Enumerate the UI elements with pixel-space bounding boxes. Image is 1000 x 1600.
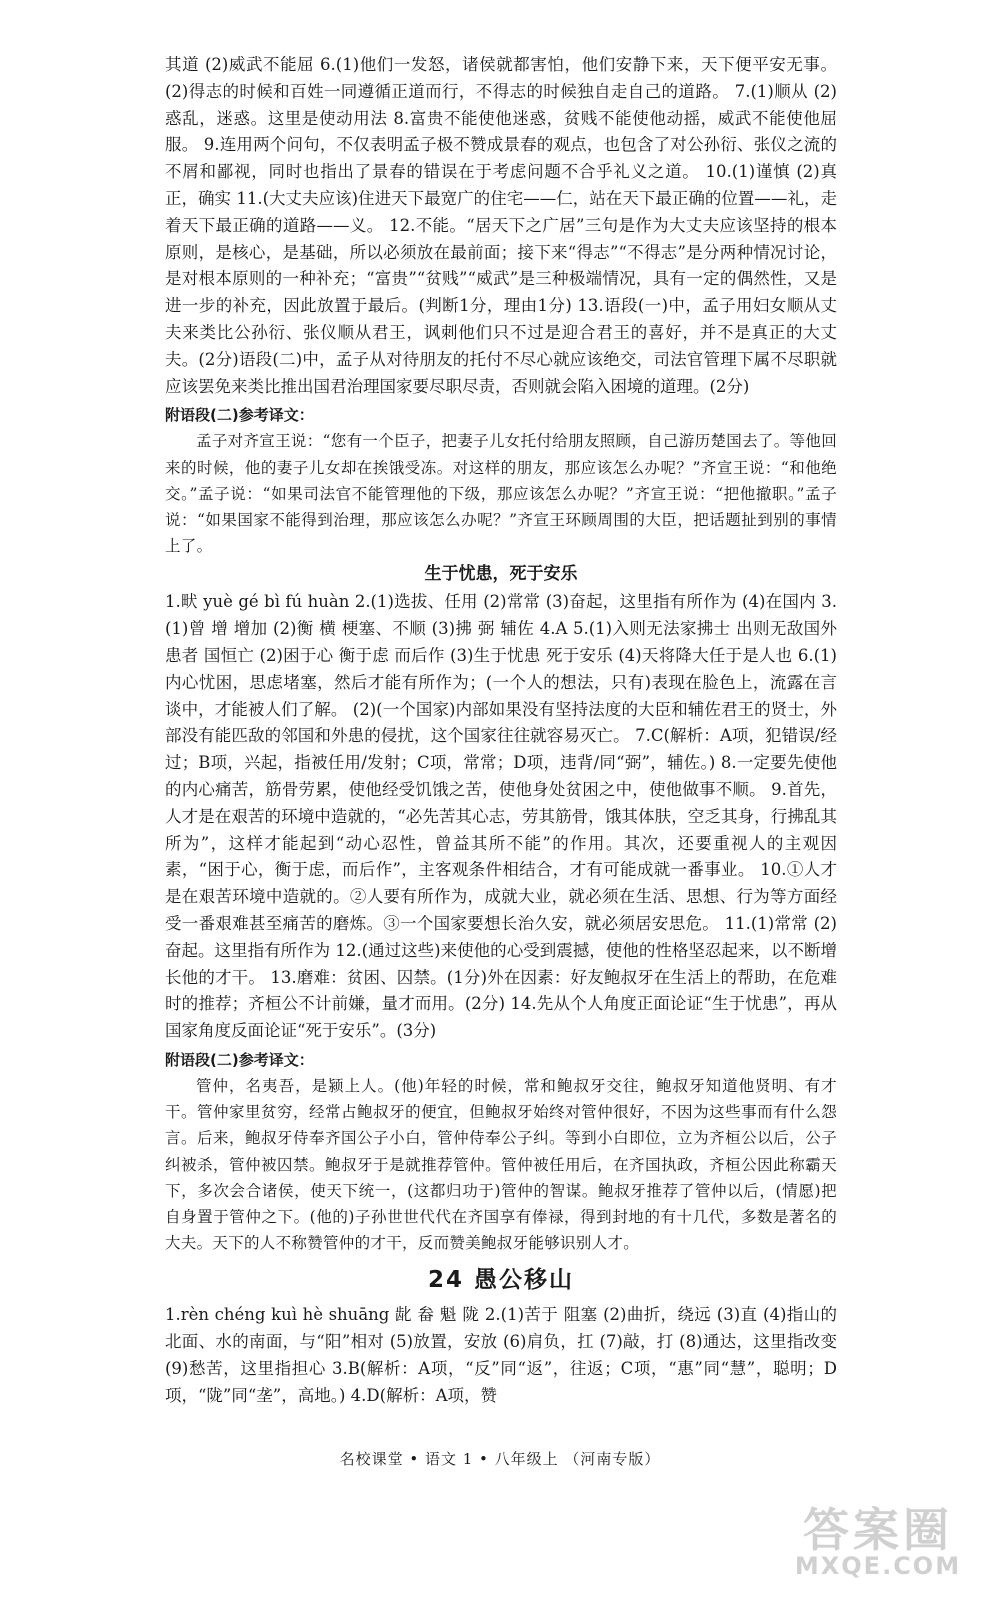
section-label-2: 附语段(二)参考译文：: [165, 1050, 314, 1069]
answer-block-2: 1.畎 yuè gé bì fú huàn 2.(1)选拔、任用 (2)常常 (3)奋起，这里指有所作为 (4)在国内 3.(1)曾 增 增加 (2)衡 横 梗塞、不顺 (3)拂 弼 辅佐 4.A 5.(1)入则无法家拂士 出则无敌国外患者 国恒亡 (2)困于心 衡于虑 而后作 (3)生于忧患 死于安乐 (4)天将降大任于是人也 6.(1)内心忧困，思虑堵塞，然后才能有所作为；(一个人的想法，只有)表现在脸色上，流露在言谈中，才能被人们了解。 (2)(一个国家)内部如果没有坚持法度的大臣和辅佐君王的贤士，外部没有能匹敌的邻国和外患的侵扰，这个国家往往就容易灭亡。 7.C(解析：A项，犯错误/经过；B项，兴起，指被任用/发射；C项，常常；D项，违背/同“弼”，辅佐。) 8.一定要先使他的内心痛苦，筋骨劳累，使他经受饥饿之苦，使他身处贫困之中，使他做事不顺。 9.首先，人才是在艰苦的环境中造就的，“必先苦其心志，劳其筋骨，饿其体肤，空乏其身，行拂乱其所为”，这样才能起到“动心忍性，曾益其所不能”的作用。其次，还要重视人的主观因素，“困于心，衡于虑，而后作”，主客观条件相结合，才有可能成就一番事业。 10.①人才是在艰苦环境中造就的。②人要有所作为，成就大业，就必须在生活、思想、行为等方面经受一番艰难甚至痛苦的磨炼。③一个国家要想长治久安，就必须居安思危。 11.(1)常常 (2)奋起。这里指有所作为 12.(通过这些)来使他的心受到震撼，使他的性格坚忍起来，以不断增长他的才干。 13.磨难：贫困、囚禁。(1分)外在因素：好友鲍叔牙在生活上的帮助，在危难时的推荐；齐桓公不计前嫌，量才而用。(2分) 14.先从个人角度正面论证“生于忧患”，再从国家角度反面论证“死于安乐”。(3分): [165, 592, 837, 1041]
translation-2: 管仲，名夷吾，是颍上人。(他)年轻的时候，常和鲍叔牙交往，鲍叔牙知道他贤明、有才干。管仲家里贫穷，经常占鲍叔牙的便宜，但鲍叔牙始终对管仲很好，不因为这些事而有什么怨言。后来，鲍叔牙侍奉齐国公子小白，管仲侍奉公子纠。等到小白即位，立为齐桓公以后，公子纠被杀，管仲被囚禁。鲍叔牙于是就推荐管仲。管仲被任用后，在齐国执政，齐桓公因此称霸天下，多次会合诸侯，使天下统一，(这都归功于)管仲的智谋。鲍叔牙推荐了管仲以后，(情愿)把自身置于管仲之下。(他的)子孙世世代代在齐国享有俸禄，得到封地的有十几代，多数是著名的大夫。天下的人不称赞管仲的才干，反而赞美鲍叔牙能够识别人才。: [165, 1076, 837, 1253]
lesson-subtitle: 生于忧患，死于安乐: [424, 564, 578, 585]
watermark-line-1: 答案圈: [803, 1503, 953, 1557]
answer-block-1: 其道 (2)威武不能屈 6.(1)他们一发怒，诸侯就都害怕，他们安静下来，天下便平安无事。 (2)得志的时候和百姓一同遵循正道而行，不得志的时候独自走自己的道路。 7.(1)顺从 (2)惑乱，迷惑。这里是使动用法 8.富贵不能使他迷惑，贫贱不能使他动摇，威武不能使他屈服。 9.连用两个问句，不仅表明孟子极不赞成景春的观点，也包含了对公孙衍、张仪之流的不屑和鄙视，同时也指出了景春的错误在于考虑问题不合乎礼义之道。 10.(1)谨慎 (2)真正，确实 11.(大丈夫应该)住进天下最宽广的住宅——仁，站在天下最正确的位置——礼，走着天下最正确的道路——义。 12.不能。“居天下之广居”三句是作为大丈夫应该坚持的根本原则，是核心，是基础，所以必须放在最前面；接下来“得志”“不得志”是分两种情况讨论，是对根本原则的一种补充；“富贵”“贫贱”“威武”是三种极端情况，具有一定的偶然性，又是进一步的补充，因此放置于最后。(判断1分，理由1分) 13.语段(一)中，孟子用妇女顺从丈夫来类比公孙衍、张仪顺从君王，讽刺他们只不过是迎合君王的喜好，并不是真正的大丈夫。(2分)语段(二)中，孟子从对待朋友的托付不尽心就应该绝交，司法官管理下属不尽职就应该罢免来类比推出国君治理国家要尽职尽责，否则就会陷入困境的道理。(2分): [165, 55, 837, 396]
watermark-logo: [778, 1494, 978, 1580]
page-footer: 名校课堂 • 语文 1 • 八年级上 （河南专版）: [339, 1450, 661, 1468]
answer-block-3: 1.rèn chéng kuì hè shuāng 龀 畚 魁 陇 2.(1)苦于 阻塞 (2)曲折，绕远 (3)直 (4)指山的北面、水的南面，与“阳”相对 (5)放置，安放 (6)肩负，扛 (7)敲，打 (8)通达，这里指改变 (9)愁苦，这里指担心 3.B(解析：A项，“反”同“返”，往返；C项，“惠”同“慧”，聪明；D项，“陇”同“垄”，高地。) 4.D(解析：A项，赞: [165, 1305, 837, 1405]
section-label-1: 附语段(二)参考译文：: [165, 406, 314, 425]
translation-1: 孟子对齐宣王说：“您有一个臣子，把妻子儿女托付给朋友照顾，自己游历楚国去了。等他回来的时候，他的妻子儿女却在挨饿受冻。对这样的朋友，那应该怎么办呢？”齐宣王说：“和他绝交。”孟子说：“如果司法官不能管理他的下级，那应该怎么办呢？”齐宣王说：“把他撤职。”孟子说：“如果国家不能得到治理，那应该怎么办呢？”齐宣王环顾周围的大臣，把话题扯到别的事情上了。: [165, 432, 837, 556]
watermark-line-2: MXQE.COM: [794, 1552, 962, 1580]
page-content: [165, 52, 837, 1410]
lesson-title-24: 24 愚公移山: [427, 1267, 574, 1294]
